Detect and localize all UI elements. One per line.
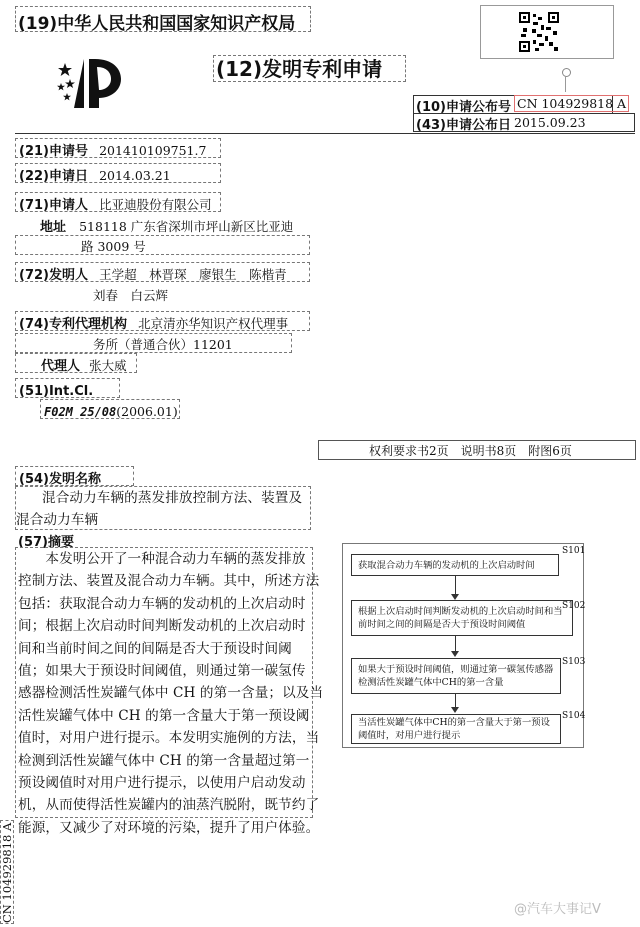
marker-icon xyxy=(562,68,571,77)
abstract-line: 间；根据上次启动时间判断发动机的上次启动时 xyxy=(18,618,306,635)
authority-name: (19)中华人民共和国国家知识产权局 xyxy=(15,6,311,32)
abstract-text xyxy=(15,547,324,836)
app-no-value: 201410109751.7 xyxy=(99,143,207,158)
address-value: 518118 广东省深圳市坪山新区比亚迪 xyxy=(79,219,294,234)
abstract-figure xyxy=(342,543,584,748)
ipc-class: F02M 25/08 xyxy=(44,405,117,419)
applicant-field xyxy=(15,192,221,212)
title-line2: 混合动力车辆 xyxy=(16,512,99,529)
pub-no-label: (10)申请公布号 xyxy=(416,100,511,115)
side-code-box xyxy=(0,820,14,924)
flow-step-s104: 当活性炭罐气体中CH的第一含量大于第一预设阈值时，对用户进行提示 xyxy=(351,714,561,744)
inventors-line1: 王学超 林晋琛 廖银生 陈楷青 xyxy=(99,267,287,282)
title-label-field xyxy=(15,466,134,486)
address-line1 xyxy=(40,216,293,235)
step-label: S104 xyxy=(562,711,586,721)
agent-label: 代理人 xyxy=(41,359,81,374)
applicant-label: (71)申请人 xyxy=(19,198,88,213)
agent-value: 张大威 xyxy=(89,358,127,373)
side-code: CN 104929818 A xyxy=(0,822,14,923)
title-label: (54)发明名称 xyxy=(19,472,101,487)
marker-line xyxy=(565,76,566,92)
pages-summary-box xyxy=(318,440,636,460)
address-line2: 路 3009 号 xyxy=(15,235,310,255)
pub-date-value: 2015.09.23 xyxy=(514,115,586,130)
title-line1: 混合动力车辆的蒸发排放控制方法、装置及 xyxy=(42,490,303,506)
flow-step-s101: 获取混合动力车辆的发动机的上次启动时间 xyxy=(351,554,559,576)
inventor-field xyxy=(15,262,310,282)
ipc-label: (51)Int.Cl. xyxy=(19,384,94,399)
arrow-down-icon xyxy=(451,651,459,657)
agent-field xyxy=(15,353,137,373)
agency-line2: 务所（普通合伙）11201 xyxy=(15,333,292,353)
inventor-label: (72)发明人 xyxy=(19,268,88,283)
step-label: S103 xyxy=(562,657,586,667)
app-no-label: (21)申请号 xyxy=(19,144,88,159)
qr-code-icon xyxy=(519,12,559,52)
abstract-line: 机，从而使得活性炭罐内的油蒸汽脱附，既节约了 xyxy=(18,797,320,814)
abstract-label: (57)摘要 xyxy=(18,535,74,550)
qr-frame xyxy=(480,5,614,59)
inventors-line2: 刘春 白云辉 xyxy=(93,288,169,303)
app-date-value: 2014.03.21 xyxy=(99,168,171,183)
applicant-value: 比亚迪股份有限公司 xyxy=(99,197,212,212)
step-label: S102 xyxy=(562,601,586,611)
abstract-line: 感器检测活性炭罐气体中 CH 的第一含量；以及当 xyxy=(18,685,324,702)
cnipa-logo-icon xyxy=(55,55,125,110)
abstract-line: 检测到活性炭罐气体中 CH 的第一含量超过第一 xyxy=(18,752,310,769)
agency-field xyxy=(15,311,310,331)
ipc-version: (2006.01) xyxy=(116,404,178,419)
flow-step-s102: 根据上次启动时间判断发动机的上次启动时间和当前时间之间的间隔是否大于预设时间阈值 xyxy=(351,600,573,636)
pages-summary: 权利要求书2页 说明书8页 附图6页 xyxy=(369,444,572,458)
app-date-field xyxy=(15,163,221,183)
pub-no-box xyxy=(413,95,627,115)
arrow-down-icon xyxy=(451,707,459,713)
abstract-line: 控制方法、装置及混合动力车辆。其中，所述方法 xyxy=(18,573,320,590)
watermark: @汽车大事记V xyxy=(514,902,601,917)
app-no-field xyxy=(15,138,221,158)
abstract-line: 活性炭罐气体中 CH 的第一含量大于第一预设阈 xyxy=(18,707,310,724)
agency-line1: 北京清亦华知识产权代理事 xyxy=(138,316,289,331)
ipc-field xyxy=(15,378,120,398)
abstract-line: 值时，对用户进行提示。本发明实施例的方法，当 xyxy=(18,730,320,747)
abstract-line: 值；如果大于预设时间阈值，则通过第一碳氢传 xyxy=(18,663,306,680)
abstract-line: 间和当前时间之间的间隔是否大于预设时间阈 xyxy=(18,640,292,657)
abstract-line: 能源，又减少了对环境的污染，提升了用户体验。 xyxy=(18,819,320,836)
pub-date-box xyxy=(413,113,635,132)
abstract-line: 本发明公开了一种混合动力车辆的蒸发排放 xyxy=(18,551,306,567)
header-divider xyxy=(15,133,635,134)
invention-title xyxy=(15,486,311,530)
abstract-line: 包括：获取混合动力车辆的发动机的上次启动时 xyxy=(18,595,306,612)
agency-label: (74)专利代理机构 xyxy=(19,317,127,332)
pub-no-value: CN 104929818 A xyxy=(514,95,629,112)
address-label: 地址 xyxy=(40,220,67,235)
document-type: (12)发明专利申请 xyxy=(213,55,406,82)
app-date-label: (22)申请日 xyxy=(19,169,88,184)
ipc-class-field xyxy=(40,399,180,419)
abstract-line: 预设阈值时对用户进行提示，以使用户启动发动 xyxy=(18,775,306,792)
pub-date-label: (43)申请公布日 xyxy=(416,118,511,133)
flow-step-s103: 如果大于预设时间阈值，则通过第一碳氢传感器检测活性炭罐气体中CH的第一含量 xyxy=(351,658,561,694)
step-label: S101 xyxy=(562,546,586,556)
